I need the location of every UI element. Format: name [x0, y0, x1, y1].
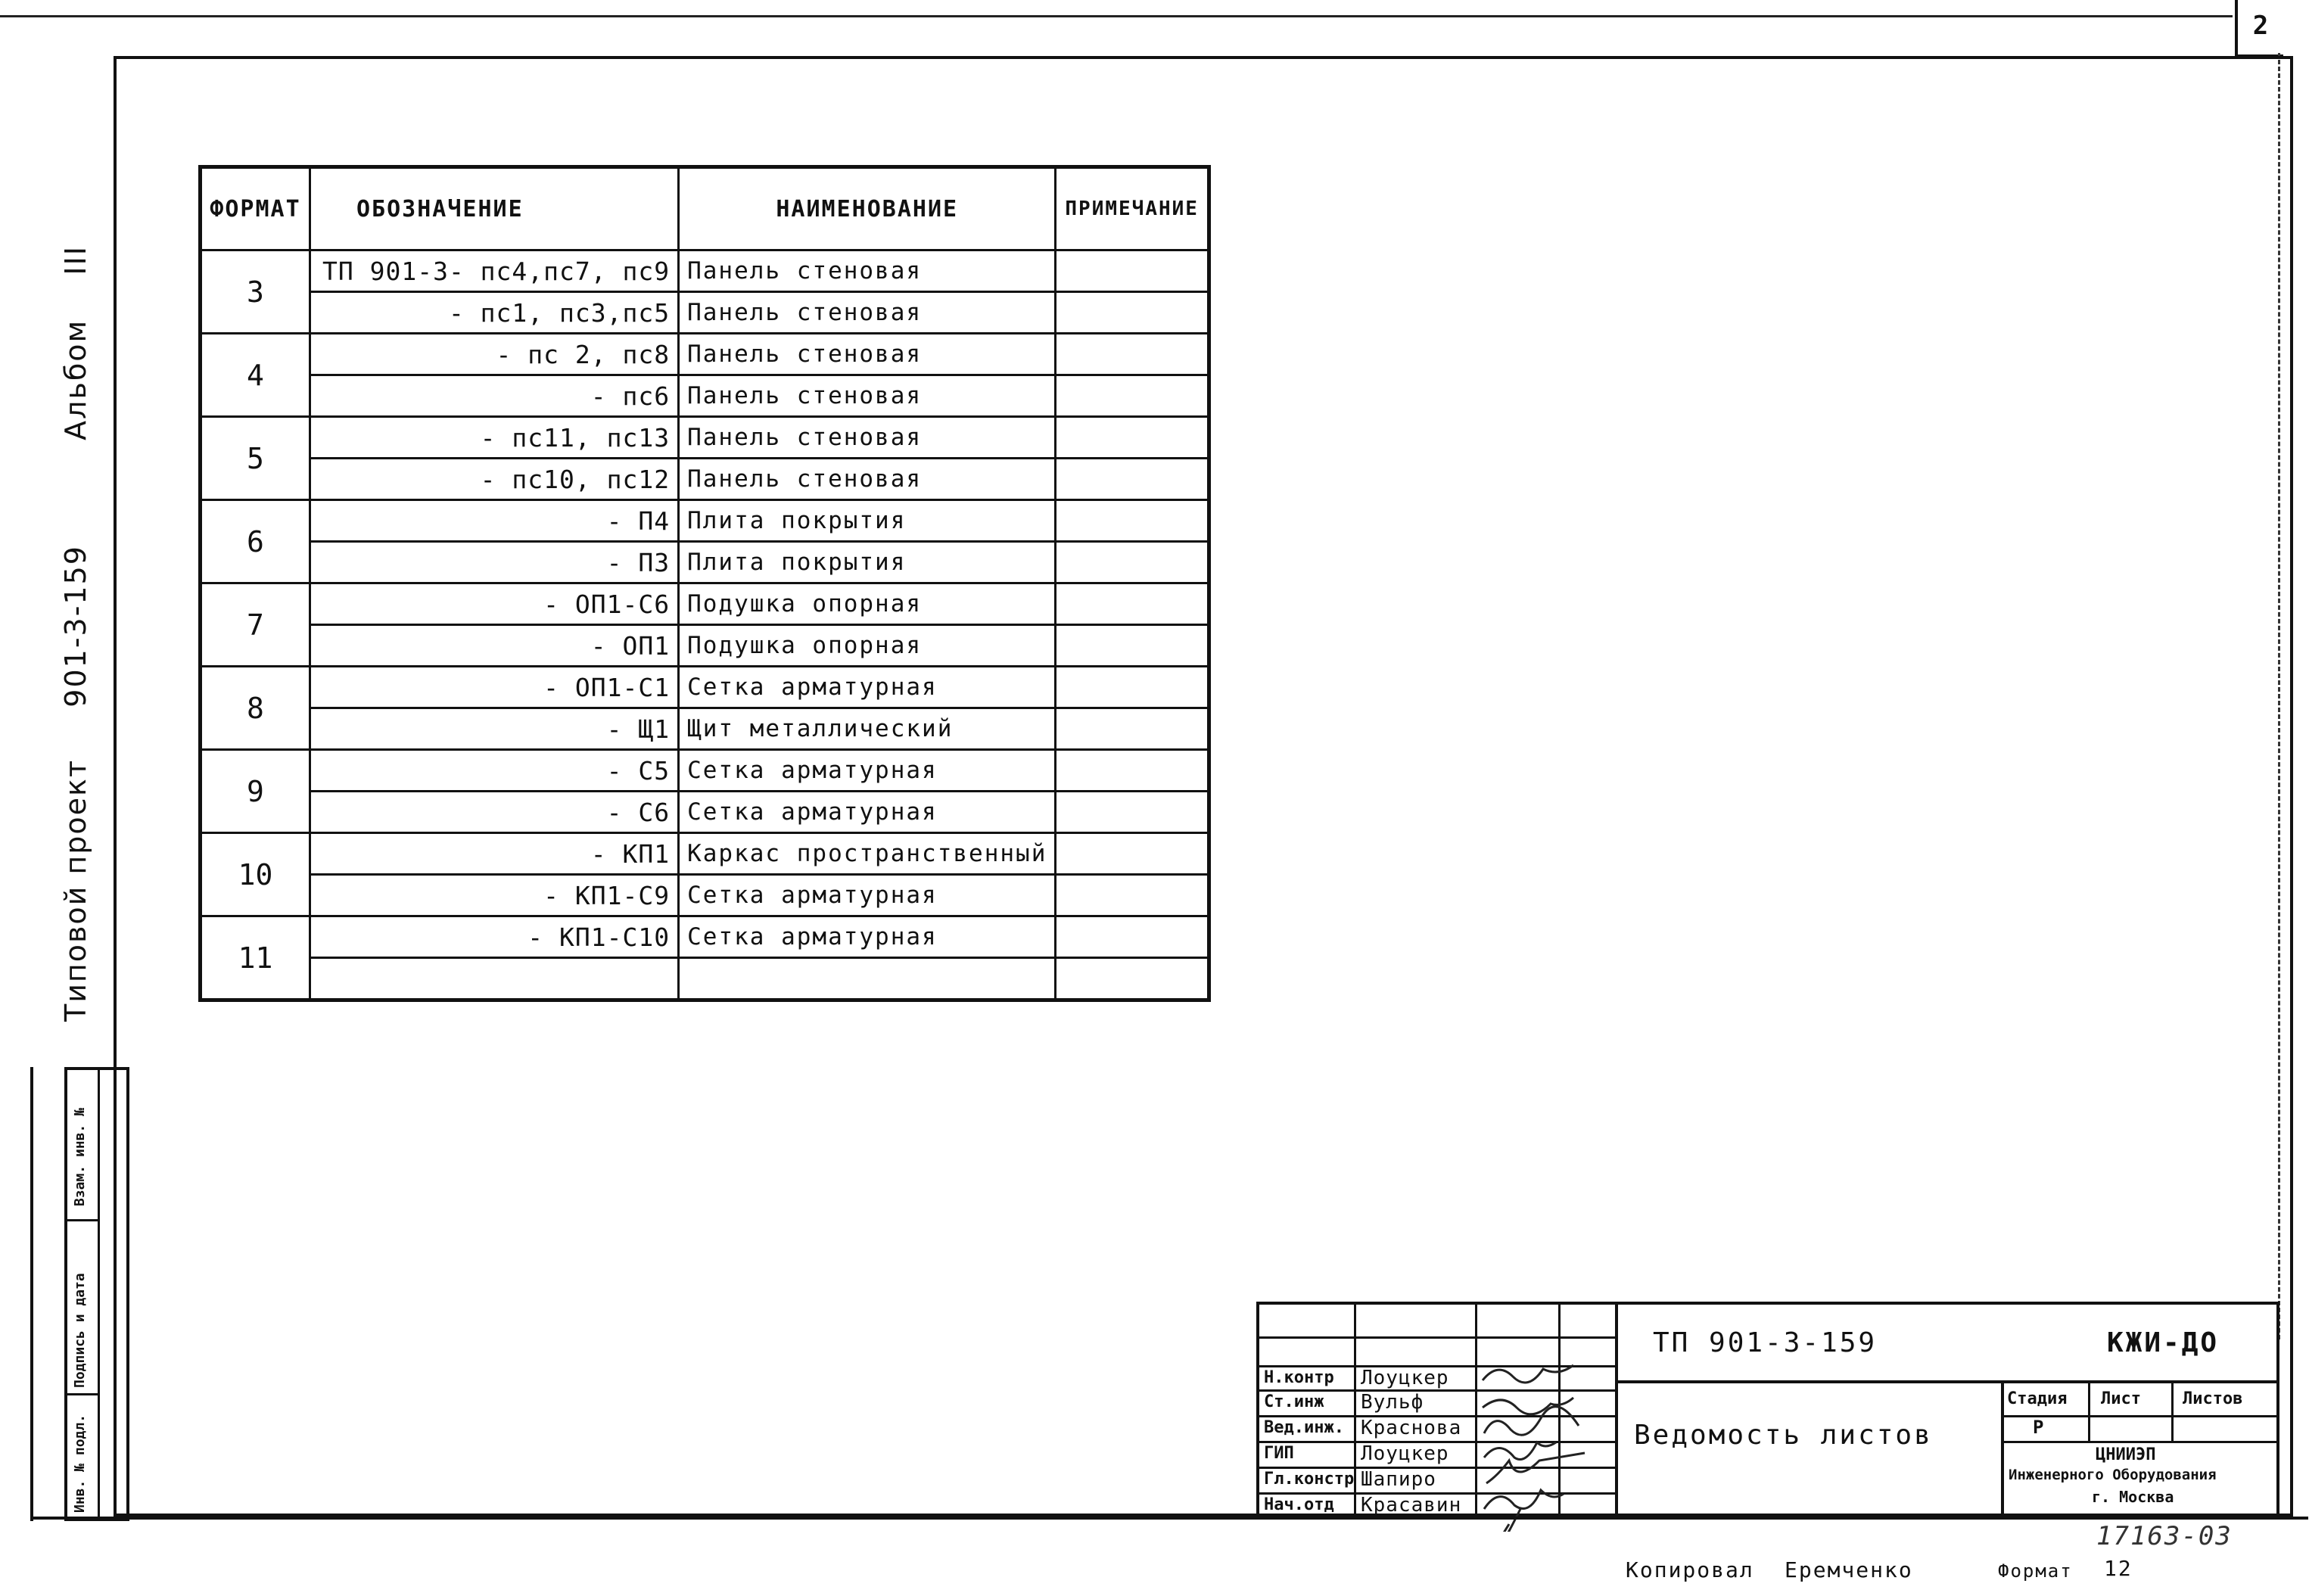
- cell-designation: - пс1, пс3,пс5: [310, 292, 678, 334]
- header-note: ПРИМЕЧАНИЕ: [1056, 167, 1209, 250]
- cell-name: Сетка арматурная: [679, 875, 1056, 916]
- cell-format: 3: [201, 250, 310, 334]
- cell-designation: ТП 901-3- пс4,пс7, пс9: [310, 250, 678, 292]
- cell-note: [1056, 792, 1209, 833]
- left-margin-line: [30, 1067, 33, 1521]
- inventory-number: 17163-03: [2096, 1521, 2233, 1551]
- cell-note: [1056, 375, 1209, 417]
- cell-note: [1056, 667, 1209, 708]
- cell-designation: - КП1: [310, 833, 678, 875]
- cell-note: [1056, 708, 1209, 750]
- organization-city: г. Москва: [2092, 1488, 2174, 1506]
- format-value: 12: [2104, 1556, 2133, 1581]
- page-number: 2: [2235, 0, 2283, 58]
- cell-name: Панель стеновая: [679, 250, 1056, 292]
- cell-designation: - Щ1: [310, 708, 678, 750]
- table-row: [201, 708, 1209, 750]
- cell-designation: - П4: [310, 500, 678, 542]
- vertical-title: [59, 245, 104, 1022]
- table-body: [201, 250, 1209, 1000]
- cell-designation: - П3: [310, 542, 678, 583]
- cell-format: 6: [201, 500, 310, 583]
- staff-name: Лоуцкер: [1361, 1442, 1449, 1465]
- copied-by: Еремченко: [1785, 1557, 1913, 1582]
- sheets-label: Листов: [2183, 1389, 2243, 1408]
- vertical-title-album-label: Альбом: [59, 319, 92, 440]
- cell-name: Панель стеновая: [679, 375, 1056, 417]
- project-code: ТП 901-3-159: [1653, 1327, 1878, 1358]
- table-header-row: [201, 167, 1209, 250]
- sheet-list-table: [198, 165, 1211, 1002]
- organization-sub: Инженерного Оборудования: [2009, 1467, 2217, 1483]
- cell-format: 5: [201, 417, 310, 500]
- cell-name: Сетка арматурная: [679, 750, 1056, 792]
- cell-format: 7: [201, 583, 310, 667]
- table-row: [201, 792, 1209, 833]
- title-block: [1256, 1302, 2279, 1518]
- cell-note: [1056, 542, 1209, 583]
- cell-name: Подушка опорная: [679, 625, 1056, 667]
- cell-designation: - пс10, пс12: [310, 459, 678, 500]
- cell-note: [1056, 750, 1209, 792]
- cell-note: [1056, 417, 1209, 459]
- table-row: [201, 667, 1209, 708]
- top-border-line: [0, 15, 2233, 17]
- cell-designation: - С5: [310, 750, 678, 792]
- cell-designation: - ОП1: [310, 625, 678, 667]
- cell-designation: - пс 2, пс8: [310, 334, 678, 375]
- table-row: [201, 958, 1209, 1000]
- cell-name: Сетка арматурная: [679, 916, 1056, 958]
- table-row: [201, 916, 1209, 958]
- cell-name: Панель стеновая: [679, 417, 1056, 459]
- staff-role: Нач.отд: [1264, 1495, 1334, 1514]
- cell-format: 9: [201, 750, 310, 833]
- table-row: [201, 625, 1209, 667]
- cell-name: Панель стеновая: [679, 334, 1056, 375]
- staff-name: Шапиро: [1361, 1468, 1436, 1491]
- staff-name: Лоуцкер: [1361, 1367, 1449, 1389]
- stage-value: Р: [2033, 1417, 2044, 1438]
- table-row: [201, 334, 1209, 375]
- staff-name: Краснова: [1361, 1417, 1462, 1439]
- cell-designation: - ОП1-С6: [310, 583, 678, 625]
- vertical-title-number: 901-3-159: [59, 545, 92, 708]
- cell-note: [1056, 625, 1209, 667]
- cell-name: Сетка арматурная: [679, 792, 1056, 833]
- stage-label: Стадия: [2007, 1389, 2068, 1408]
- staff-role: Н.контр: [1264, 1368, 1334, 1387]
- cell-name: Плита покрытия: [679, 500, 1056, 542]
- header-format: ФОРМАТ: [201, 167, 310, 250]
- table-row: [201, 833, 1209, 875]
- table-row: [201, 417, 1209, 459]
- staff-role: Ст.инж: [1264, 1392, 1324, 1411]
- cell-name: Сетка арматурная: [679, 667, 1056, 708]
- cell-note: [1056, 583, 1209, 625]
- table-row: [201, 375, 1209, 417]
- format-label: Формат: [1998, 1560, 2073, 1582]
- side-stamp-field-2: Подпись и дата: [72, 1273, 88, 1388]
- staff-name: Красавин: [1361, 1494, 1462, 1517]
- vertical-title-album-number: III: [59, 245, 92, 275]
- table-row: [201, 292, 1209, 334]
- cell-designation: - С6: [310, 792, 678, 833]
- cell-note: [1056, 958, 1209, 1000]
- document-title: Ведомость листов: [1634, 1420, 1933, 1451]
- cell-format: 10: [201, 833, 310, 916]
- sheet-label: Лист: [2101, 1389, 2141, 1408]
- table-row: [201, 500, 1209, 542]
- table-row: [201, 250, 1209, 292]
- vertical-title-series: Типовой проект: [59, 758, 92, 1022]
- cell-designation: - КП1-С9: [310, 875, 678, 916]
- side-stamp-divider: [98, 1070, 100, 1518]
- cell-format: 4: [201, 334, 310, 417]
- staff-role: Гл.констр: [1264, 1470, 1355, 1489]
- copied-label: Копировал: [1626, 1557, 1754, 1582]
- cell-designation: - пс6: [310, 375, 678, 417]
- side-stamp-field-3: Взам. инв. №: [72, 1107, 88, 1206]
- cell-note: [1056, 334, 1209, 375]
- table-row: [201, 459, 1209, 500]
- table-row: [201, 542, 1209, 583]
- cell-note: [1056, 250, 1209, 292]
- side-stamp: [64, 1067, 129, 1521]
- staff-role: ГИП: [1264, 1444, 1294, 1463]
- organization: ЦНИИЭП: [2096, 1445, 2156, 1464]
- staff-role: Вед.инж.: [1264, 1418, 1344, 1437]
- cell-designation: - пс11, пс13: [310, 417, 678, 459]
- cell-note: [1056, 500, 1209, 542]
- bottom-border-line: [30, 1517, 2308, 1520]
- table-row: [201, 875, 1209, 916]
- cell-name: Плита покрытия: [679, 542, 1056, 583]
- cell-note: [1056, 292, 1209, 334]
- cell-name: Щит металлический: [679, 708, 1056, 750]
- header-name: НАИМЕНОВАНИЕ: [679, 167, 1056, 250]
- cell-note: [1056, 833, 1209, 875]
- side-stamp-field-1: Инв. № подл.: [72, 1414, 88, 1513]
- cell-name: Панель стеновая: [679, 459, 1056, 500]
- cell-note: [1056, 459, 1209, 500]
- cell-format: 11: [201, 916, 310, 1000]
- cell-name: Каркас пространственный: [679, 833, 1056, 875]
- signatures-image: [1475, 1358, 1626, 1532]
- table-row: [201, 750, 1209, 792]
- cell-name: Подушка опорная: [679, 583, 1056, 625]
- staff-name: Вульф: [1361, 1391, 1424, 1414]
- cell-designation: - ОП1-С1: [310, 667, 678, 708]
- table-row: [201, 583, 1209, 625]
- cell-name: Панель стеновая: [679, 292, 1056, 334]
- cell-name: [679, 958, 1056, 1000]
- cell-note: [1056, 916, 1209, 958]
- cell-designation: - КП1-С10: [310, 916, 678, 958]
- cell-note: [1056, 875, 1209, 916]
- cell-designation: [310, 958, 678, 1000]
- sheet-code: КЖИ-ДО: [2107, 1327, 2220, 1358]
- cell-format: 8: [201, 667, 310, 750]
- header-designation: ОБОЗНАЧЕНИЕ: [310, 167, 678, 250]
